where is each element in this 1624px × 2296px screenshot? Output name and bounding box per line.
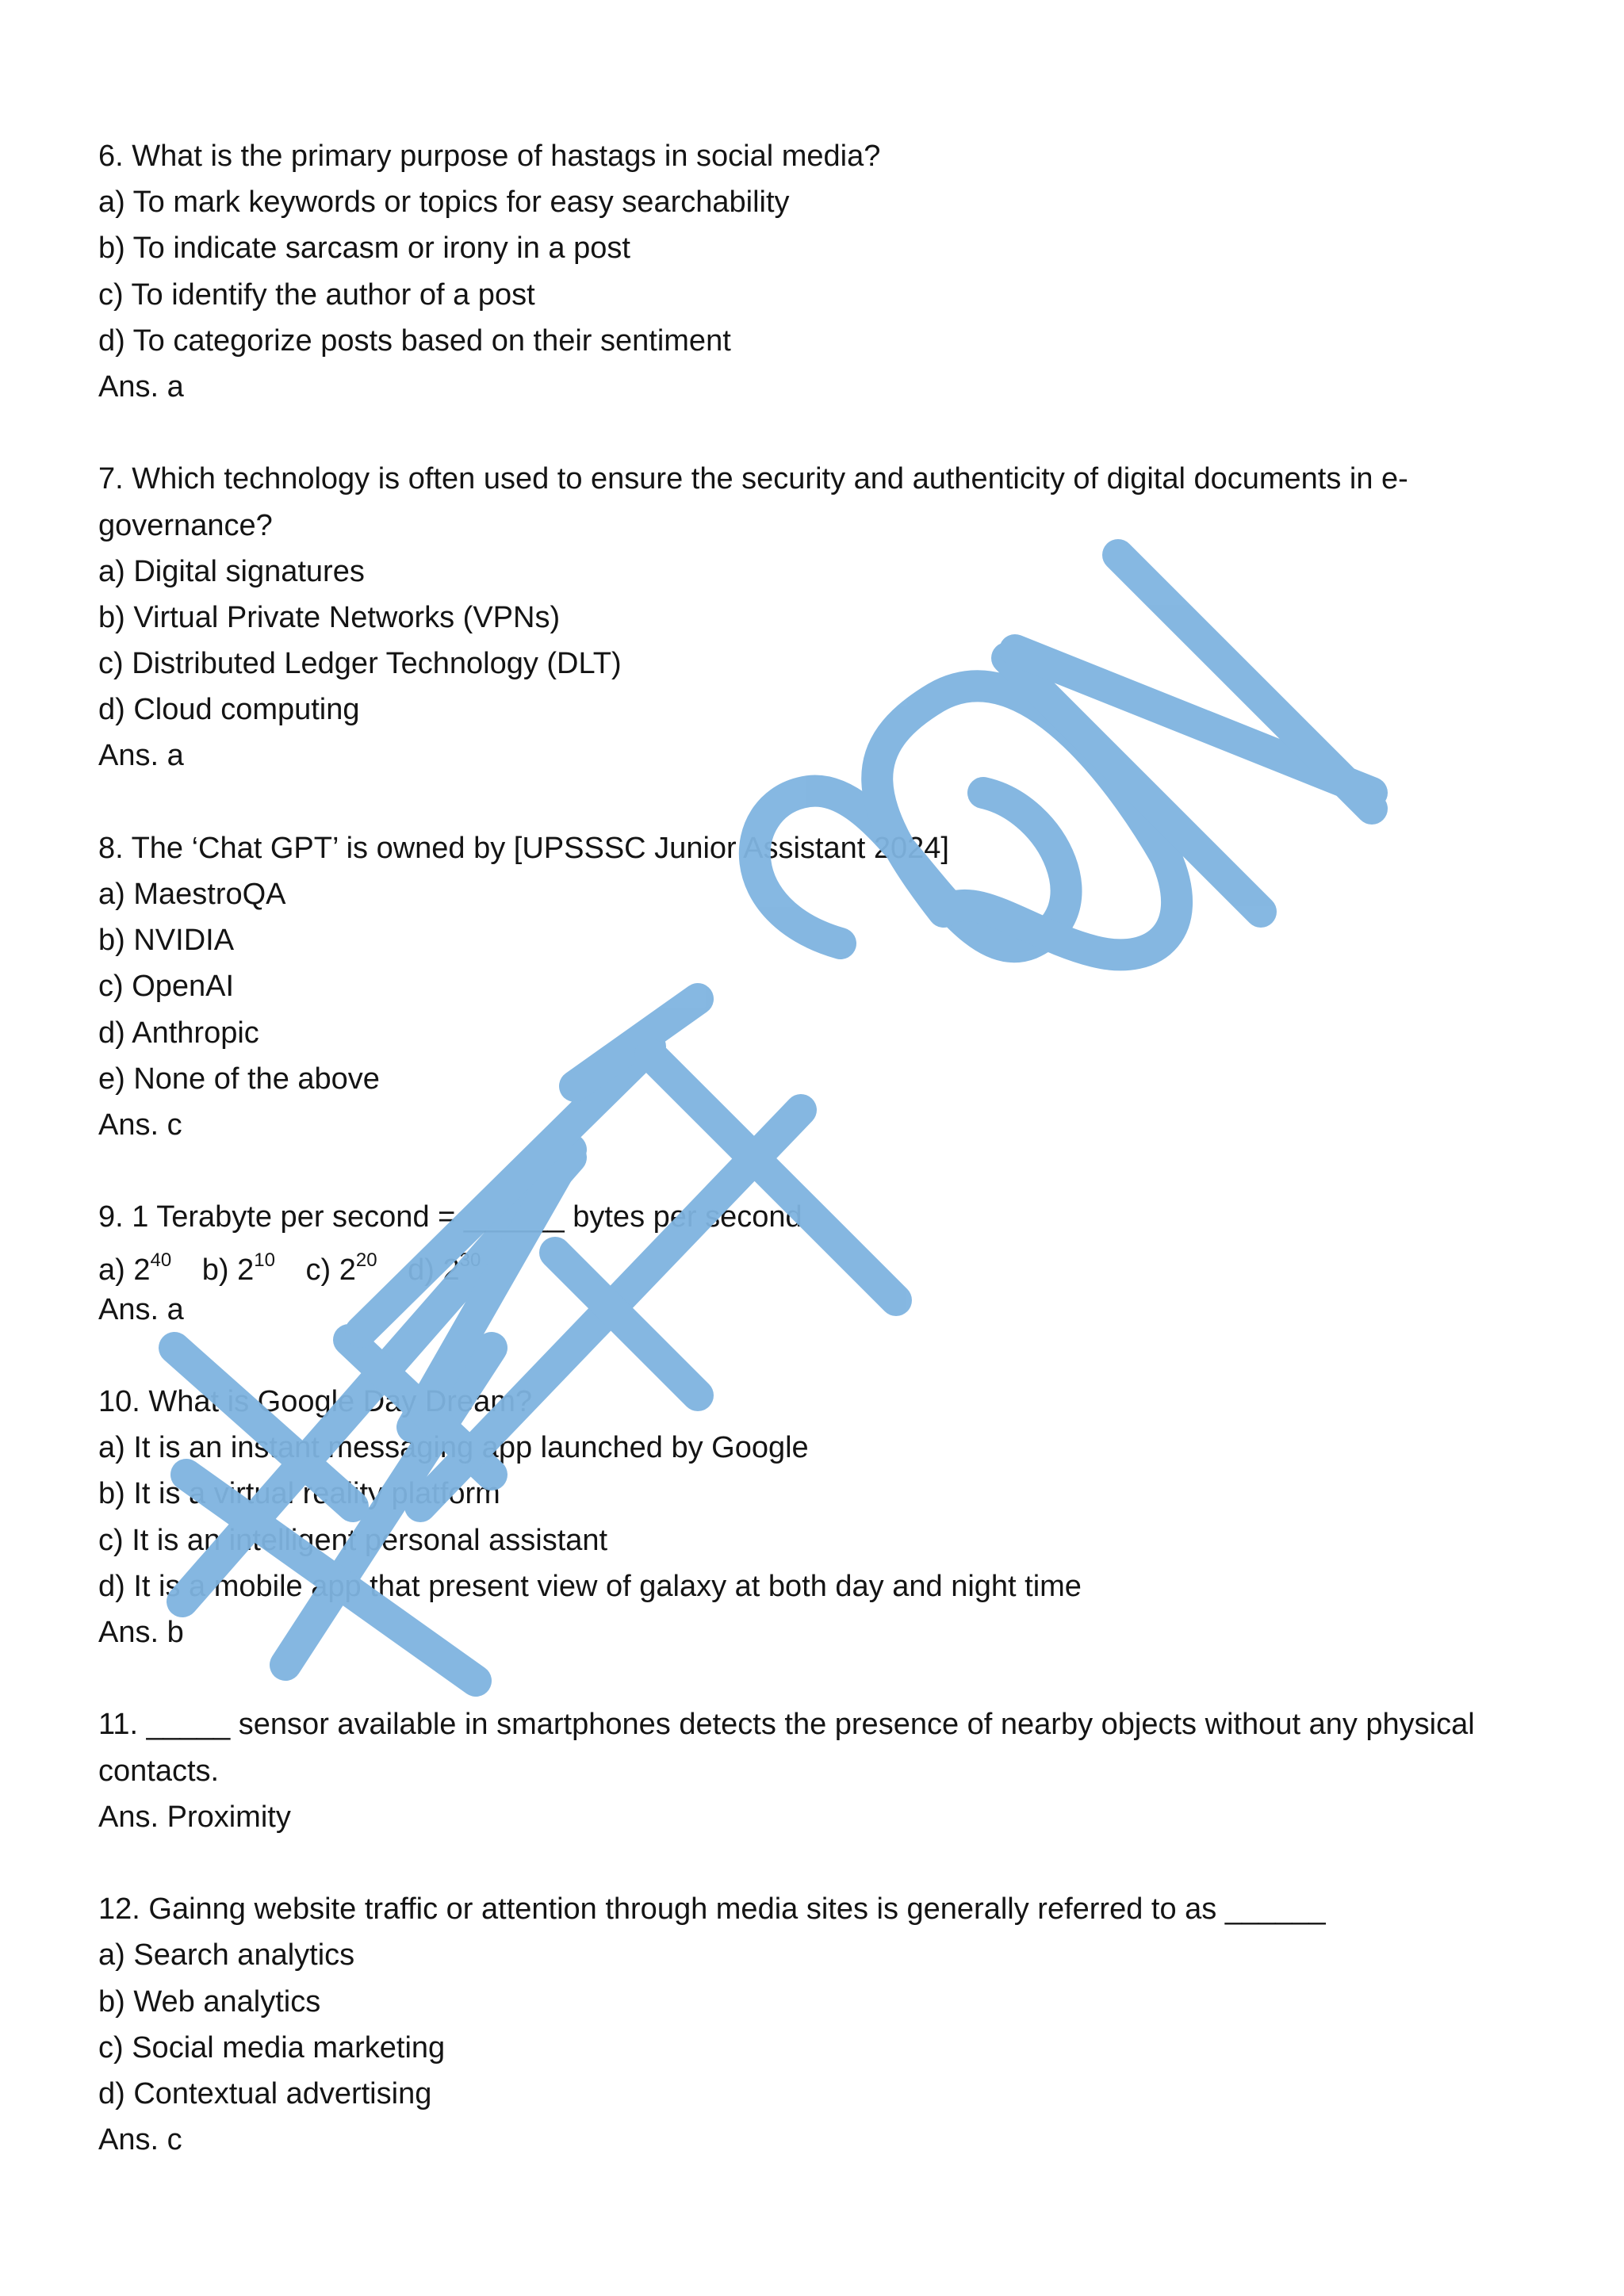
answer-text: Ans. b [98, 1616, 184, 1649]
answer-text: Ans. a [98, 1292, 184, 1326]
question-block-8 [98, 825, 1526, 1148]
option-c: c) Social media marketing [98, 2030, 446, 2064]
option-a: a) Search analytics [98, 1938, 355, 1973]
question-text-line-2: contacts. [98, 1754, 220, 1788]
question-text: 10. What is Google Day Dream? [98, 1385, 533, 1419]
option-c: c) OpenAI [98, 970, 235, 1004]
option-d: d) Contextual advertising [98, 2076, 432, 2110]
question-block-11 [98, 1701, 1526, 1840]
option-e: e) None of the above [98, 1062, 380, 1096]
option-a: a) It is an instant messaging app launched by Google [98, 1431, 809, 1465]
answer-text: Ans. a [98, 369, 184, 404]
option-d: d) Anthropic [98, 1016, 259, 1050]
option-c: c) To identify the author of a post [98, 277, 535, 312]
answer-text: Ans. c [98, 2123, 182, 2157]
option-c: c) It is an intelligent personal assistant [98, 1523, 608, 1557]
answer-text: Ans. Proximity [98, 1800, 291, 1834]
question-text-line-1: 11. _____ sensor available in smartphones detects the presence of nearby objects without any physical [98, 1708, 1475, 1742]
option-b: b) To indicate sarcasm or irony in a post [98, 232, 630, 266]
options-row [98, 1241, 1526, 1287]
option-a: a) To mark keywords or topics for easy searchability [98, 186, 790, 220]
option-d: d) Cloud computing [98, 693, 360, 727]
question-block-6 [98, 133, 1526, 410]
option-b: b) NVIDIA [98, 924, 235, 958]
question-text: 8. The ‘Chat GPT’ is owned by [UPSSSC Junior Assistant 2024] [98, 831, 949, 865]
option-d: d) $2^{30}$ [408, 1249, 481, 1288]
option-d: d) It is a mobile app that present view of galaxy at both day and night time [98, 1569, 1082, 1603]
question-text: 9. 1 Terabyte per second = ______ bytes per second [98, 1200, 802, 1234]
question-text: 6. What is the primary purpose of hastags in social media? [98, 140, 881, 173]
option-b: b) Web analytics [98, 1984, 321, 2019]
option-c: c) $2^{20}$ [305, 1249, 377, 1288]
question-block-9 [98, 1194, 1526, 1333]
question-sheet [98, 133, 1526, 2163]
option-b: b) It is a virtual reality platform [98, 1477, 500, 1511]
answer-text: Ans. a [98, 739, 184, 773]
question-text-line-1: 7. Which technology is often used to ensure the security and authenticity of digital documents in e- [98, 462, 1408, 496]
question-block-12 [98, 1886, 1526, 2163]
answer-text: Ans. c [98, 1108, 182, 1142]
option-d: d) To categorize posts based on their sentiment [98, 323, 731, 358]
question-text: 12. Gainng website traffic or attention through media sites is generally referred to as ______ [98, 1892, 1326, 1927]
question-block-10 [98, 1379, 1526, 1655]
option-a: a) Digital signatures [98, 554, 365, 588]
option-a: a) MaestroQA [98, 878, 286, 911]
option-b: b) Virtual Private Networks (VPNs) [98, 600, 561, 634]
option-b: b) $2^{10}$ [201, 1249, 275, 1288]
option-a: a) $2^{40}$ [98, 1249, 172, 1288]
option-c: c) Distributed Ledger Technology (DLT) [98, 647, 622, 681]
question-text-line-2: governance? [98, 508, 273, 542]
question-block-7 [98, 456, 1526, 779]
